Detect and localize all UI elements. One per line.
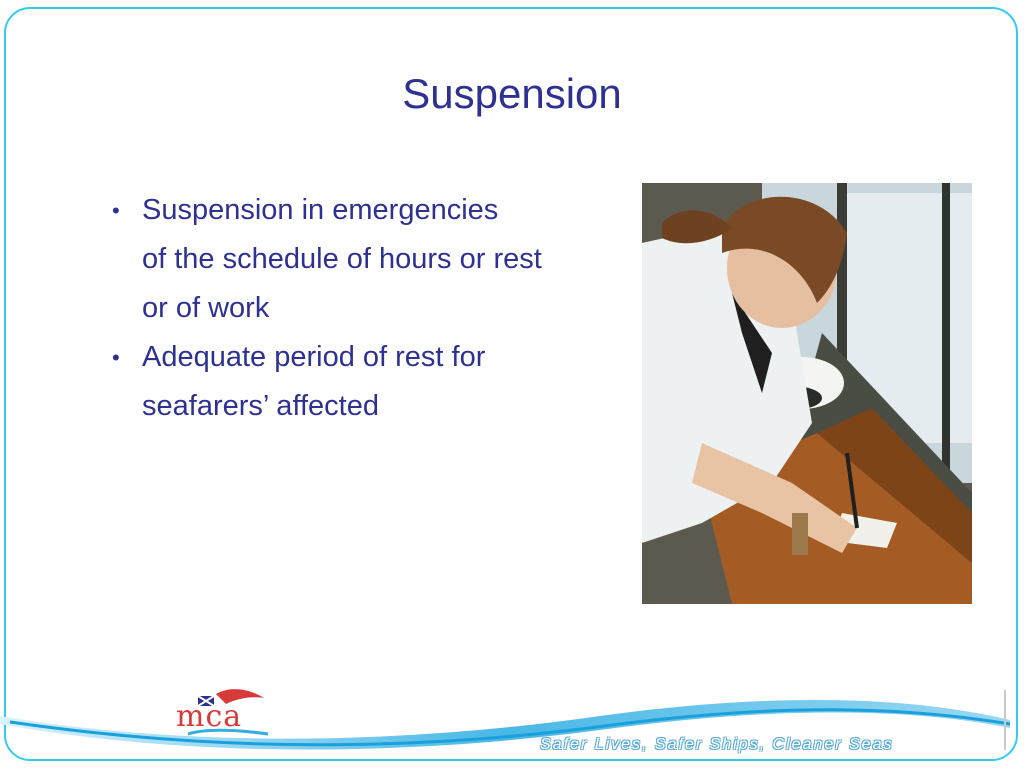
slide-title: Suspension — [402, 70, 622, 117]
footer-wave — [0, 680, 1024, 768]
bullet-item — [112, 333, 632, 431]
bullet-item — [112, 186, 632, 333]
footer-tagline: Safer Lives, Safer Ships, Cleaner Seas — [540, 736, 894, 753]
bullet-dot: • — [112, 198, 120, 223]
bullet-dot: • — [112, 345, 120, 370]
bullet-line: of the schedule of hours or rest — [142, 243, 542, 275]
bullet-list — [112, 186, 632, 431]
mca-logo-text: mca — [176, 699, 243, 734]
bullet-line: Adequate period of rest for — [142, 341, 486, 373]
officer-writing-photo — [642, 183, 972, 604]
bullet-line: seafarers’ affected — [142, 390, 379, 422]
bullet-line: Suspension in emergencies — [142, 194, 499, 226]
bullet-line: or of work — [142, 292, 270, 324]
